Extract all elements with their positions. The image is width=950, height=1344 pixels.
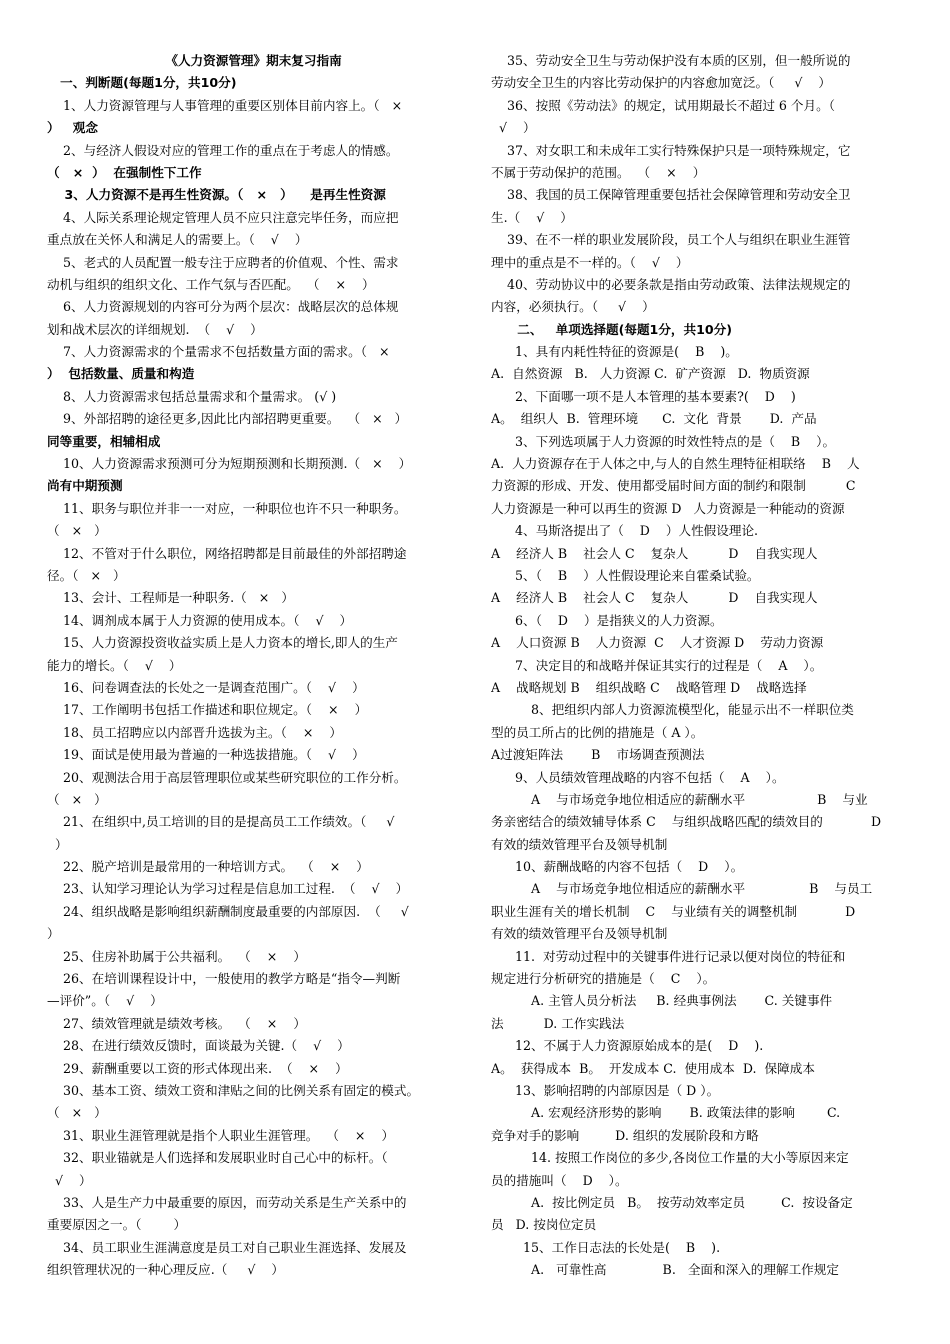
text-line: 6、（ D ）是指狭义的人力资源。	[491, 612, 723, 628]
text-line: 26、在培训课程设计中，一般使用的教学方略是“指令—判断	[47, 971, 401, 987]
text-line: A 与市场竞争地位相适应的薪酬水平 B 与员工	[491, 881, 873, 897]
text-line: 职业生涯有关的增长机制 C 与业绩有关的调整机制 D	[491, 903, 856, 919]
text-line: 8、人力资源需求包括总量需求和个量需求。 (√ )	[47, 388, 337, 404]
text-line: 划和战术层次的详细规划. （ √ ）	[47, 321, 263, 337]
text-line: 重要原因之一。（ ）	[47, 1217, 187, 1233]
text-line: 7、人力资源需求的个量需求不包括数量方面的需求。（ ×	[47, 344, 390, 360]
text-line: （ × ） 在强制性下工作	[47, 164, 202, 180]
left-column	[47, 50, 460, 1281]
text-line: ） 包括数量、质量和构造	[47, 366, 195, 382]
text-line: 35、劳动安全卫生与劳动保护没有本质的区别，但一般所说的	[491, 53, 851, 68]
text-line: 有效的绩效管理平台及领导机制	[491, 836, 668, 852]
text-line: 规定进行分析研究的措施是（ C ）。	[491, 971, 716, 987]
text-line: 9、人员绩效管理战略的内容不包括（ A ）。	[491, 769, 785, 785]
text-line: （ × ）	[47, 791, 107, 807]
text-line: 6、人力资源规划的内容可分为两个层次：战略层次的总体规	[47, 299, 399, 315]
text-line: 15、工作日志法的长处是( B ).	[491, 1239, 721, 1255]
text-line: —评价”。（ √ ）	[47, 993, 163, 1009]
text-line: 21、在组织中,员工培训的目的是提高员工工作绩效。（ √	[47, 814, 395, 830]
text-line: 同等重要，相辅相成	[47, 433, 161, 449]
text-line: 31、职业生涯管理就是指个人职业生涯管理。 （ × ）	[47, 1127, 395, 1143]
text-line: 20、观测法合用于高层管理职位或某些研究职位的工作分析。	[47, 769, 407, 785]
text-line: 务亲密结合的绩效辅导体系 C 与组织战略匹配的绩效目的 D	[491, 814, 882, 830]
right-column	[491, 50, 907, 1281]
text-line: √ ）	[491, 120, 536, 136]
text-line: （ × ）	[47, 1105, 107, 1121]
text-line: 1、具有内耗性特征的资源是( B )。	[491, 344, 738, 360]
text-line: 径。（ × ）	[47, 567, 126, 583]
text-line: 29、薪酬重要以工资的形式体现出来. （ × ）	[47, 1060, 348, 1076]
text-line: 13、影响招聘的内部原因是（ D ）。	[491, 1082, 720, 1098]
text-line: 11. 对劳动过程中的关键事件进行记录以便对岗位的特征和	[491, 948, 846, 964]
text-line: 13、会计、工程师是一种职务.（ × ）	[47, 590, 294, 606]
text-line: 9、外部招聘的途径更多,因此比内部招聘更重要。 （ × ）	[47, 411, 408, 427]
text-line: （ × ）	[47, 523, 107, 539]
text-line: 30、基本工资、绩效工资和津贴之间的比例关系有固定的模式。	[47, 1082, 420, 1098]
text-line: 生.（ √ ）	[491, 209, 573, 225]
text-line: A. 人力资源存在于人体之中,与人的自然生理特征相联络 B 人	[491, 456, 860, 472]
text-line: 23、认知学习理论认为学习过程是信息加工过程. （ √ ）	[47, 881, 409, 897]
text-line: A. 可靠性高 B. 全面和深入的理解工作规定	[491, 1262, 839, 1278]
text-line: 3、人力资源不是再生性资源。（ × ） 是再生性资源	[47, 187, 386, 203]
text-line: 内容，必须执行。（ √ ）	[491, 299, 655, 315]
text-line: 重点放在关怀人和满足人的需要上。（ √ ）	[47, 232, 308, 248]
text-line: 4、人际关系理论规定管理人员不应只注意完毕任务，而应把	[47, 209, 399, 225]
text-line: 15、人力资源投资收益实质上是人力资本的增长,即人的生产	[47, 635, 398, 651]
text-line: 劳动安全卫生的内容比劳动保护的内容愈加宽泛。（ √ ）	[491, 75, 832, 91]
text-line: 40、劳动协议中的必要条款是指由劳动政策、法律法规规定的	[491, 276, 851, 292]
text-line: 理中的重点是不一样的。（ √ ）	[491, 254, 689, 270]
text-line: ）	[47, 836, 68, 852]
text-line: A 人口资源 B 人力资源 C 人才资源 D 劳动力资源	[491, 635, 824, 651]
text-line: 19、面试是使用最为普遍的一种选拔措施。（ √ ）	[47, 747, 365, 763]
text-line: 10、薪酬战略的内容不包括（ D ）。	[491, 859, 744, 875]
text-line: 不属于劳动保护的范围。 （ × ）	[491, 164, 706, 180]
text-line: A 经济人 B 社会人 C 复杂人 D 自我实现人	[491, 545, 818, 561]
text-line: ）	[47, 926, 60, 942]
text-line: 14. 按照工作岗位的多少,各岗位工作量的大小等原因来定	[491, 1150, 849, 1166]
text-line: A过渡矩阵法 B 市场调查预测法	[491, 747, 705, 763]
text-line: A. 按比例定员 B。 按劳动效率定员 C. 按设备定	[491, 1194, 853, 1210]
text-line: 11、职务与职位并非一一对应，一种职位也许不只一种职务。	[47, 500, 407, 516]
text-line: 组织管理状况的一种心理反应.（ √ ）	[47, 1262, 284, 1278]
text-line: 28、在进行绩效反馈时，面谈最为关键.（ √ ）	[47, 1038, 350, 1054]
text-line: 37、对女职工和未成年工实行特殊保护只是一项特殊规定，它	[491, 142, 851, 158]
text-line: 3、下列选项属于人力资源的时效性特点的是（ B ）。	[491, 433, 836, 449]
text-line: 7、决定目的和战略并保证其实行的过程是（ A ）。	[491, 657, 823, 673]
text-line: 25、住房补助属于公共福利。 （ × ）	[47, 948, 306, 964]
text-line: 法 D. 工作实践法	[491, 1015, 625, 1031]
text-line: 力资源的形成、开发、使用都受届时间方面的制约和限制 C	[491, 478, 856, 494]
text-line: 动机与组织的组织文化、工作气氛与否匹配。 （ × ）	[47, 276, 375, 292]
text-line: 39、在不一样的职业发展阶段，员工个人与组织在职业生涯管	[491, 232, 851, 248]
text-line: 14、调剂成本属于人力资源的使用成本。（ √ ）	[47, 612, 353, 628]
text-line: 一、判断题(每题1分，共10分)	[47, 75, 237, 91]
text-line: 33、人是生产力中最重要的原因，而劳动关系是生产关系中的	[47, 1194, 407, 1210]
text-line: A. 宏观经济形势的影响 B. 政策法律的影响 C.	[491, 1105, 841, 1121]
text-line: 5、老式的人员配置一般专注于应聘者的价值观、个性、需求	[47, 254, 399, 270]
text-line: 36、按照《劳动法》的规定，试用期最长不超过 6 个月。（	[491, 97, 836, 113]
text-line: A 战略规划 B 组织战略 C 战略管理 D 战略选择	[491, 679, 807, 695]
text-line: 有效的绩效管理平台及领导机制	[491, 926, 668, 942]
text-line: √ ）	[47, 1172, 92, 1188]
text-line: 12、不属于人力资源原始成本的是( D ).	[491, 1038, 764, 1054]
text-line: 员的措施叫（ D ）。	[491, 1172, 628, 1188]
text-line: 竞争对手的影响 D. 组织的发展阶段和方略	[491, 1127, 759, 1143]
text-line: 17、工作阐明书包括工作描述和职位规定。（ × ）	[47, 702, 368, 718]
text-line: 16、问卷调查法的长处之一是调查范围广。（ √ ）	[47, 679, 365, 695]
text-line: 尚有中期预测	[47, 478, 123, 494]
text-line: A. 自然资源 B. 人力资源 C. 矿产资源 D. 物质资源	[491, 366, 810, 382]
text-line: 型的员工所占的比例的措施是（ A ）。	[491, 724, 704, 740]
text-line: A 与市场竞争地位相适应的薪酬水平 B 与业	[491, 791, 868, 807]
page-title: 《人力资源管理》期末复习指南	[165, 53, 342, 68]
text-line: 38、我国的员工保障管理重要包括社会保障管理和劳动安全卫	[491, 187, 851, 203]
text-line: 10、人力资源需求预测可分为短期预测和长期预测.（ × ）	[47, 456, 412, 472]
text-line: A 经济人 B 社会人 C 复杂人 D 自我实现人	[491, 590, 818, 606]
text-line: 32、职业锚就是人们选择和发展职业时自己心中的标杆。（	[47, 1150, 388, 1166]
text-line: 8、把组织内部人力资源流模型化，能显示出不一样职位类	[491, 702, 854, 718]
text-line: A. 主管人员分析法 B. 经典事例法 C. 关键事件	[491, 993, 833, 1009]
text-line: 24、组织战略是影响组织薪酬制度最重要的内部原因. （ √	[47, 903, 409, 919]
text-line: 27、绩效管理就是绩效考核。 （ × ）	[47, 1015, 306, 1031]
text-line: 4、马斯洛提出了（ D ）人性假设理论.	[491, 523, 759, 539]
text-line: ） 观念	[47, 120, 98, 136]
text-line: 34、员工职业生涯满意度是员工对自己职业生涯选择、发展及	[47, 1239, 407, 1255]
text-line: 人力资源是一种可以再生的资源 D 人力资源是一种能动的资源	[491, 500, 845, 516]
text-line: 1、人力资源管理与人事管理的重要区别体目前内容上。（ ×	[47, 97, 403, 113]
text-line: A。 组织人 B. 管理环境 C. 文化 背景 D. 产品	[491, 411, 817, 427]
text-line: 18、员工招聘应以内部晋升选拔为主。（ × ）	[47, 724, 343, 740]
text-line: 22、脱产培训是最常用的一种培训方式。 （ × ）	[47, 859, 369, 875]
text-line: 2、下面哪一项不是人本管理的基本要素?( D )	[491, 388, 796, 404]
text-line: 能力的增长。（ √ ）	[47, 657, 182, 673]
text-line: 5、（ B ）人性假设理论来自霍桑试验。	[491, 567, 760, 583]
text-line: A。 获得成本 B。 开发成本 C. 使用成本 D. 保障成本	[491, 1060, 815, 1076]
text-line: 12、不管对于什么职位，网络招聘都是目前最佳的外部招聘途	[47, 545, 407, 561]
text-line: 二、 单项选择题(每题1分，共10分)	[491, 321, 732, 337]
text-line: 员 D. 按岗位定员	[491, 1217, 597, 1233]
text-line: 2、与经济人假设对应的管理工作的重点在于考虑人的情感。	[47, 142, 399, 158]
